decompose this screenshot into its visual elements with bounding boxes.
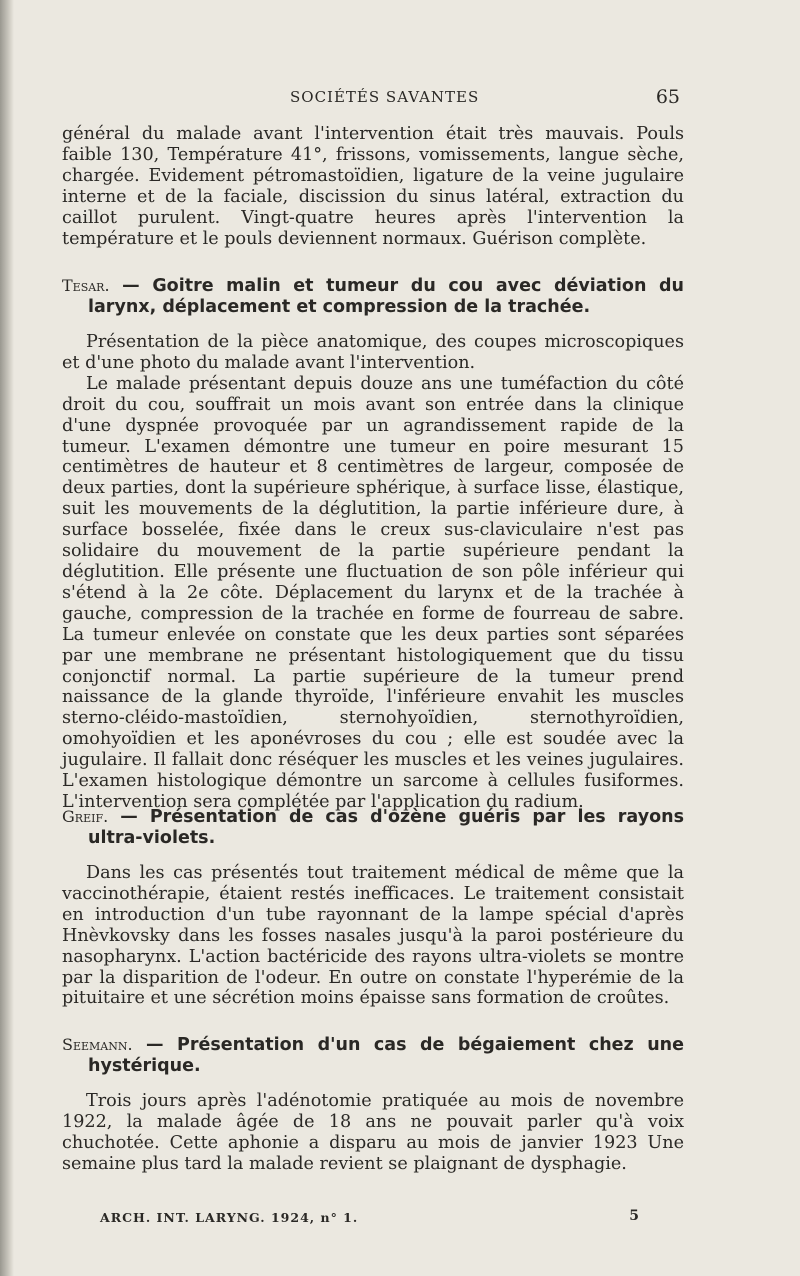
- paragraph: Dans les cas présentés tout traitement médical de même que la vaccinothérapie, étaient restés inefficaces. Le traitement consistait en introduction d'un tube rayonnant de la lampe spécial d'après Hnèvkovsky dans les fosses nasales jusqu'à la paroi postérieure du nasopharynx. L'action bactéricide des rayons ultra-violets se montre par la disparition de l'odeur. En outre on constate l'hyperémie de la pituitaire et une sécrétion moins épaisse sans formation de croûtes.: [62, 863, 684, 1009]
- section-title: Goitre malin et tumeur du cou avec déviation du larynx, déplacement et compression de la trachée.: [88, 276, 685, 317]
- section-tesar: [62, 275, 684, 813]
- intro-paragraph: général du malade avant l'intervention était très mauvais. Pouls faible 130, Température 41°, frissons, vomissements, langue sèche, chargée. Evidement pétromastoïdien, ligature de la veine jugulaire interne et de la faciale, discission du sinus latéral, extraction du caillot purulent. Vingt-quatre heures après l'intervention la température et le pouls deviennent normaux. Guérison complète.: [62, 124, 684, 249]
- section-title: Présentation de cas d'ozène guéris par les rayons ultra-violets.: [88, 807, 684, 848]
- section-author: Tesar.: [62, 276, 110, 295]
- section-heading: Greif. — Présentation de cas d'ozène guéris par les rayons ultra-violets.: [62, 807, 684, 848]
- intro-block: [62, 124, 684, 249]
- section-heading: Seemann. — Présentation d'un cas de bégaiement chez une hystérique.: [62, 1035, 685, 1076]
- section-greif: [62, 806, 684, 1009]
- paragraph: Le malade présentant depuis douze ans une tuméfaction du côté droit du cou, souffrait un mois avant son entrée dans la clinique d'une dyspnée provoquée par un agrandissement rapide de la tumeur. L'examen démontre une tumeur en poire mesurant 15 centimètres de hauteur et 8 centimètres de largeur, composée de deux parties, dont la supérieure sphérique, à surface lisse, élastique, suit les mouvements de la déglutition, la partie inférieure dure, à surface bosselée, fixée dans le creux sus-claviculaire n'est pas solidaire du mouvement de la partie supérieure pendant la déglutition. Elle présente une fluctuation de son pôle inférieur qui s'étend à la 2e côte. Déplacement du larynx et de la trachée à gauche, compression de la trachée en forme de fourreau de sabre. La tumeur enlevée on constate que les deux parties sont séparées par une membrane ne présentant histologiquement que du tissu conjonctif normal. La partie supérieure de la tumeur prend naissance de la glande thyroïde, l'inférieure envahit les muscles sterno-cléido-mastoïdien, sternohyoïdien, sternothyroïdien, omohyoïdien et les aponévroses du cou ; elle est soudée avec la jugulaire. Il fallait donc réséquer les muscles et les veines jugulaires. L'examen histologique démontre un sarcome à cellules fusiformes. L'intervention sera complétée par l'application du radium.: [62, 373, 684, 812]
- paragraph: Présentation de la pièce anatomique, des coupes microscopiques et d'une photo du malade avant l'intervention.: [62, 332, 684, 373]
- section-author: Seemann.: [62, 1035, 133, 1054]
- page-footer: [100, 1208, 640, 1230]
- section-heading: Tesar. — Goitre malin et tumeur du cou avec déviation du larynx, déplacement et compression de la trachée.: [62, 276, 685, 317]
- signature-mark: 5: [629, 1208, 640, 1224]
- journal-reference: ARCH. INT. LARYNG. 1924, n° 1.: [100, 1210, 359, 1225]
- paragraph: Trois jours après l'adénotomie pratiquée au mois de novembre 1922, la malade âgée de 18 ans ne pouvait parler qu'à voix chuchotée. Cette aphonie a disparu au mois de janvier 1923 Une semaine plus tard la malade revient se plaignant de dysphagie.: [62, 1091, 684, 1174]
- running-title: SOCIÉTÉS SAVANTES: [290, 88, 480, 106]
- book-spine-shadow: [0, 0, 14, 1276]
- running-header: [60, 86, 680, 110]
- section-title: Présentation d'un cas de bégaiement chez une hystérique.: [88, 1035, 685, 1076]
- section-author: Greif.: [62, 807, 109, 826]
- section-seemann: [62, 1034, 684, 1175]
- page-number: 65: [655, 86, 680, 108]
